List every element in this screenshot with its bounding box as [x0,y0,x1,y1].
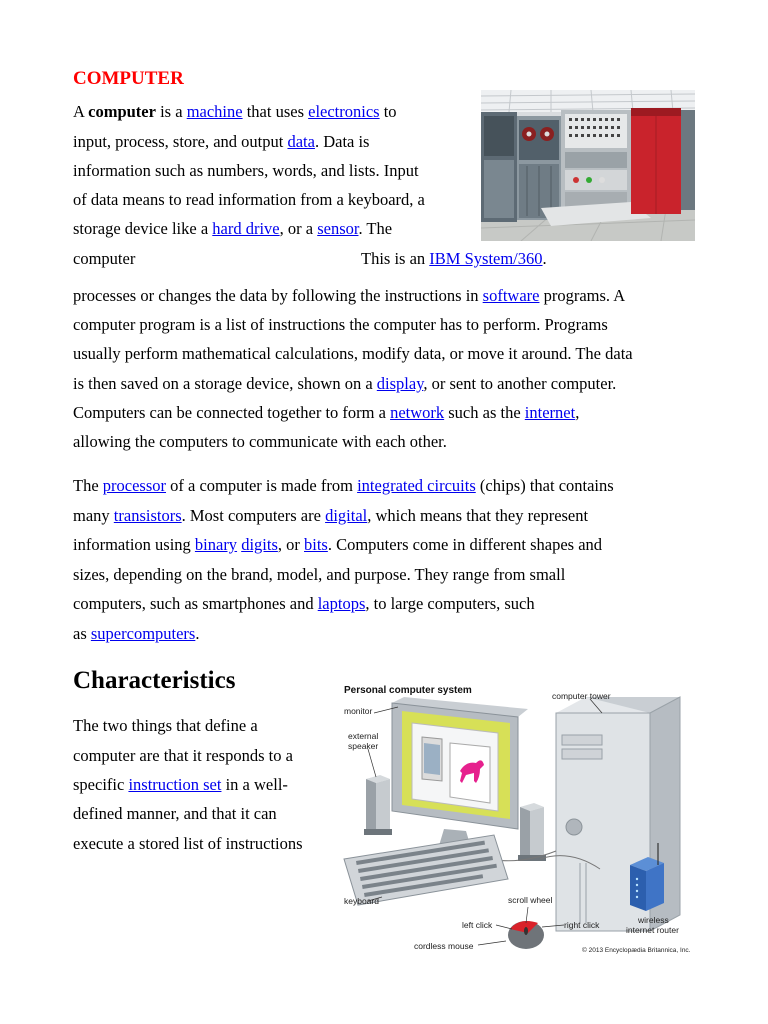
text: processes or changes the data by following the instructions in [73,286,483,305]
link-digital[interactable]: digital [325,506,368,525]
label-keyboard: keyboard [344,896,379,906]
text: . Data is [314,132,370,151]
label-computer-tower: computer tower [552,691,611,701]
label-monitor: monitor [344,706,373,716]
text: , or [277,535,304,554]
p4-line-3 [73,775,288,795]
p3-line-2 [73,506,588,526]
text: . Computers come in different shapes and [327,535,603,554]
link-software[interactable]: software [482,286,540,305]
text: of a computer is made from [166,476,358,495]
p2-line-2: computer program is a list of instructions the computer has to perform. Programs [73,315,608,334]
p2-line-4 [73,374,616,394]
text: A [73,102,89,121]
link-ibm-system-360[interactable]: IBM System/360 [429,249,543,268]
link-binary[interactable]: binary [194,535,238,554]
text: computers, such as smartphones and [73,594,318,613]
p3-line-6 [73,624,199,644]
label-speaker: speaker [348,741,379,751]
p4-line-4: defined manner, and that it can [73,804,277,823]
text: . [195,624,200,643]
text: programs. A [539,286,626,305]
p3-line-4: sizes, depending on the brand, model, and purpose. They range from small [73,565,566,584]
link-display[interactable]: display [376,374,424,393]
p4-line-1: The two things that define a [73,716,258,735]
p4-line-5: execute a stored list of instructions [73,834,303,853]
link-network[interactable]: network [390,403,445,422]
p3-line-3 [73,535,602,555]
link-integrated-circuits[interactable]: integrated circuits [357,476,476,495]
text: The [73,476,103,495]
label-left-click: left click [462,920,493,930]
section-heading: Characteristics [73,667,236,694]
copyright-notice: © 2013 Encyclopædia Britannica, Inc. [582,947,691,954]
link-internet[interactable]: internet [524,403,576,422]
link-bits[interactable]: bits [304,535,328,554]
p2-line-3: usually perform mathematical calculations, modify data, or move it around. The data [73,344,633,363]
p2-line-5 [73,403,579,423]
text: (chips) that contains [475,476,614,495]
text: This is an [361,249,430,268]
personal-computer-diagram [340,683,696,957]
link-laptops[interactable]: laptops [317,594,366,613]
label-right-click: right click [564,920,600,930]
p2-line-6: allowing the computers to communicate with each other. [73,432,447,451]
link-electronics[interactable]: electronics [308,102,380,121]
text: information using [73,535,195,554]
label-external: external [348,731,379,741]
p1-line-3: information such as numbers, words, and lists. Input [73,161,419,180]
p1-line-6: computer [73,249,136,268]
text: . [542,249,547,268]
text: , [575,403,580,422]
text: , to large computers, such [365,594,535,613]
text: is then saved on a storage device, shown on a [73,374,377,393]
page-title: COMPUTER [73,68,184,89]
text: in a well- [221,775,288,794]
link-supercomputers[interactable]: supercomputers [90,624,196,643]
label-wireless: wireless [638,915,669,925]
text: is a [155,102,187,121]
text: Computers can be connected together to form a [73,403,391,422]
p2-line-1 [73,286,625,306]
text: many [73,506,114,525]
image-caption [361,249,547,269]
text: specific [73,775,129,794]
text: as [73,624,91,643]
text: , or sent to another computer. [423,374,617,393]
p3-line-5 [73,594,535,614]
p4-line-2: computer are that it responds to a [73,746,293,765]
p1-line-4: of data means to read information from a keyboard, a [73,190,425,209]
ibm-system-360-photo [481,90,695,241]
label-internet-router: internet router [626,925,679,935]
text: . The [358,219,393,238]
p3-line-1 [73,476,614,496]
p1-line-5 [73,219,392,239]
p1-line-1 [73,102,397,122]
p1-line-2 [73,132,369,152]
link-transistors[interactable]: transistors [113,506,182,525]
text: , which means that they represent [367,506,589,525]
text: storage device like a [73,219,213,238]
link-hard-drive[interactable]: hard drive [212,219,280,238]
link-sensor[interactable]: sensor [317,219,359,238]
bold-term: computer [88,102,156,121]
label-cordless-mouse: cordless mouse [414,941,474,951]
diagram-title: Personal computer system [344,685,472,696]
link-digits[interactable]: digits [241,535,278,554]
text: to [379,102,397,121]
text: such as the [444,403,525,422]
link-instruction-set[interactable]: instruction set [128,775,222,794]
text: input, process, store, and output [73,132,288,151]
label-scroll-wheel: scroll wheel [508,895,553,905]
link-processor[interactable]: processor [102,476,167,495]
text: , or a [279,219,318,238]
text: . Most computers are [181,506,326,525]
link-data[interactable]: data [287,132,315,151]
link-machine[interactable]: machine [186,102,243,121]
text: that uses [242,102,309,121]
